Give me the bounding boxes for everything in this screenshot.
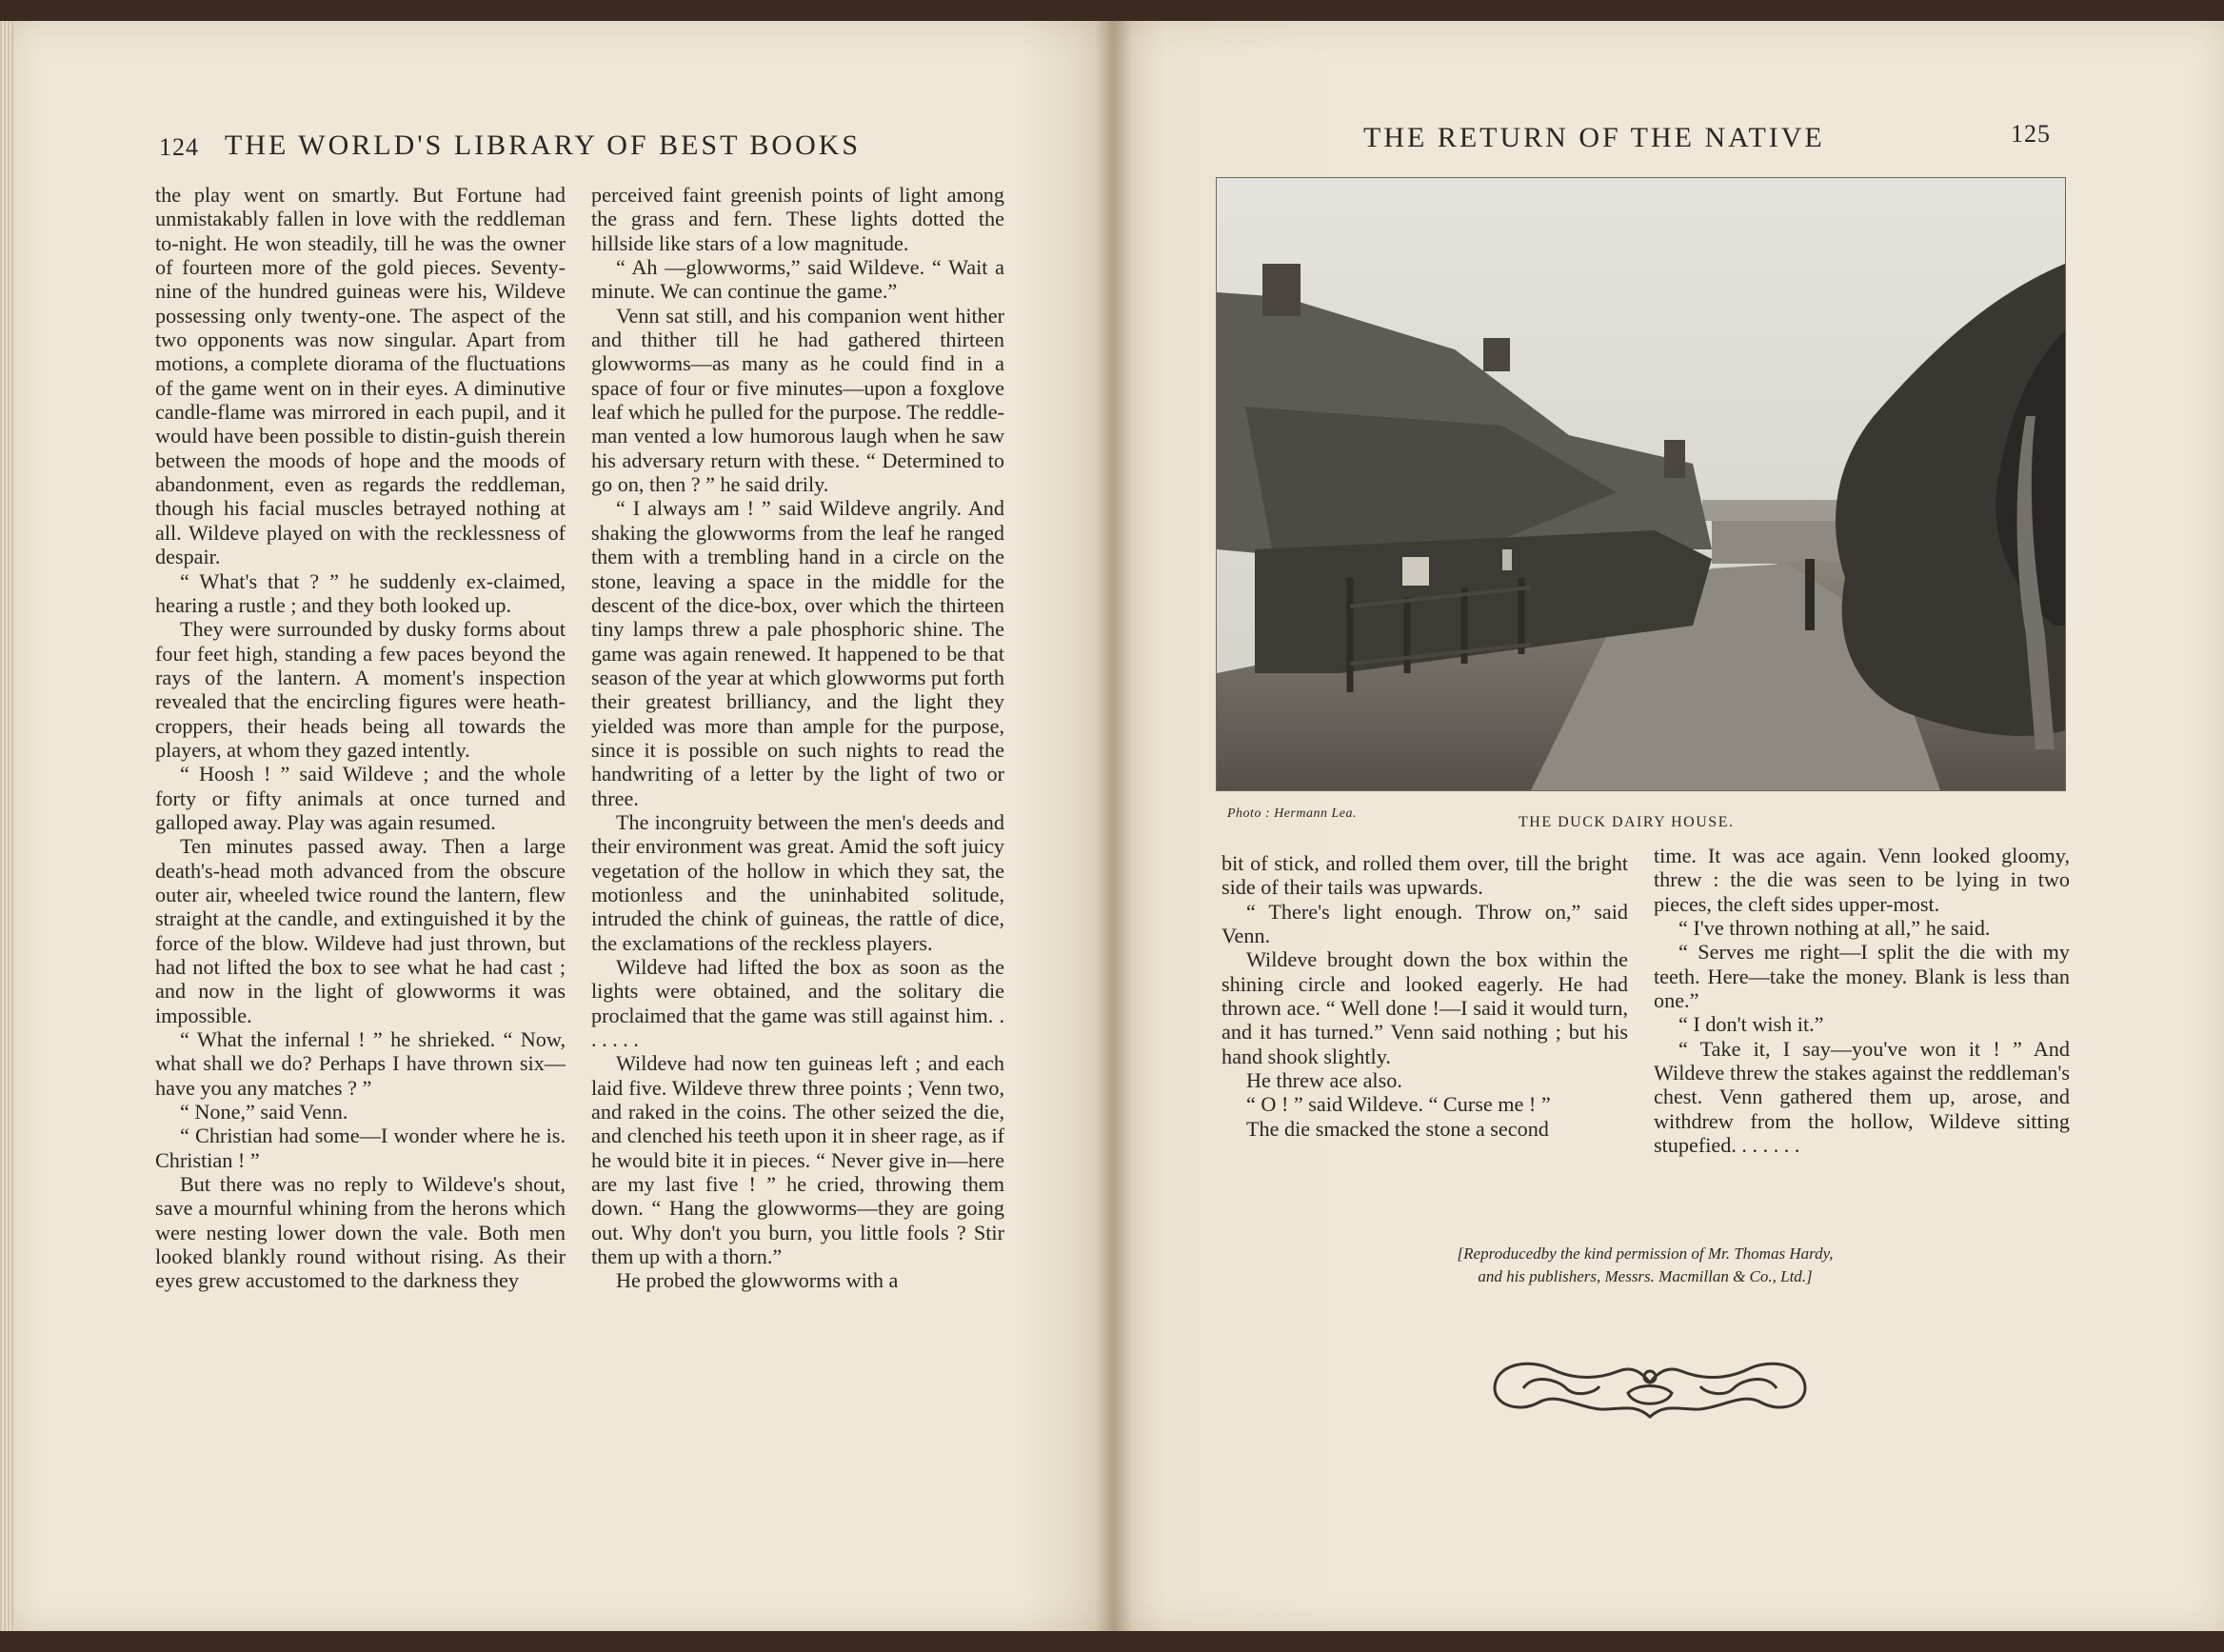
paragraph: Ten minutes passed away. Then a large death's-head moth advanced from the obscure outer air, wheeled twice round the lantern, flew straight at the candle, and extinguished it by the force of the blow. Wildeve had just thrown, but had not lifted the box to see what he had cast ; and now in the light of glowworms it was impossible. (155, 834, 566, 1027)
paragraph: The incongruity between the men's deeds and their environment was great. Amid the soft juicy vegetation of the hollow in which they sat, the motionless and the uninhabited solitude, intruded the chink of guineas, the rattle of dice, the exclamations of the reckless players. (591, 809, 1004, 955)
paragraph: “ I always am ! ” said Wildeve angrily. And shaking the glowworms from the leaf he ranged them with a trembling hand in a circle on the stone, leaving a space in the middle for the descent of the dice-box, over which the thirteen tiny lamps threw a pale phosphoric shine. The game was again renewed. It happened to be that season of the year at which glowworms put forth their greatest brilliancy, and the light they yielded was more than ample for the purpose, since it is possible on such nights to read the handwriting of a letter by the light of two or three. (591, 496, 1004, 810)
paragraph: “ I've thrown nothing at all,” he said. (1678, 916, 1991, 941)
paragraph: bit of stick, and rolled them over, till the bright side of their tails was upwards. (1221, 851, 1628, 900)
page-edges (0, 21, 13, 1631)
book-gutter (1095, 21, 1133, 1631)
paragraph: “ Christian had some—I wonder where he is. Christian ! ” (155, 1124, 566, 1172)
paragraph: perceived faint greenish points of light among the grass and fern. These lights dotted the hillside like stars of a low magnitude. (591, 183, 1004, 255)
paragraph: “ O ! ” said Wildeve. “ Curse me ! ” (1246, 1092, 1551, 1117)
paragraph: the play went on smartly. But Fortune had unmistakably fallen in love with the reddleman to-night. He won steadily, till he was the owner of fourteen more of the gold pieces. Seventy-nine of the hundred guineas were his, Wildeve possessing only twenty-one. The aspect of the two opponents was now singular. Apart from motions, a complete diorama of the fluctuations of the game went on in their eyes. A diminutive candle-flame was mirrored in each pupil, and it would have been possible to distin-guish therein between the moods of hope and the moods of abandonment, even as regards the reddleman, though his facial muscles betrayed nothing at all. Wildeve played on with the recklessness of despair. (155, 183, 566, 569)
photo-credit: Photo : Hermann Lea. (1227, 806, 1357, 821)
right-page-number: 125 (2011, 120, 2051, 148)
paragraph: “ What the infernal ! ” he shrieked. “ Now, what shall we do? Perhaps I have thrown six—have you any matches ? ” (155, 1027, 566, 1100)
paragraph: “ None,” said Venn. (180, 1100, 348, 1125)
left-page-number: 124 (159, 133, 199, 161)
reproduction-note (1360, 1243, 1931, 1288)
right-running-head: THE RETURN OF THE NATIVE (1363, 122, 1825, 153)
paragraph: “ Hoosh ! ” said Wildeve ; and the whole forty or fifty animals at once turned and galloped away. Play was again resumed. (155, 762, 566, 834)
paragraph: But there was no reply to Wildeve's shout, save a mournful whining from the herons which were nesting lower down the vale. Both men looked blankly round without rising. As their eyes grew accustomed to the darkness they (155, 1172, 566, 1293)
paragraph: “ Ah —glowworms,” said Wildeve. “ Wait a minute. We can continue the game.” (591, 255, 1004, 304)
paragraph: Wildeve had now ten guineas left ; and each laid five. Wildeve threw three points ; Venn two, and raked in the coins. The other seized the die, and clenched his teeth upon it in sheer rage, as if he would bite it in pieces. “ Never give in—here are my last five ! ” he cried, throwing them down. “ Hang the glowworms—they are going out. Why don't you burn, you little fools ? Stir them up with a thorn.” (591, 1051, 1004, 1269)
paragraph: “ There's light enough. Throw on,” said Venn. (1221, 899, 1628, 948)
duck-dairy-house-photo (1216, 177, 2066, 791)
paragraph: The die smacked the stone a second (1246, 1116, 1549, 1141)
paragraph: “ Take it, I say—you've won it ! ” And Wildeve threw the stakes against the reddleman's chest. Venn gathered them up, arose, and withdrew from the hollow, Wildeve sitting stupefied. . . . . . . (1654, 1036, 2070, 1158)
paragraph: Venn sat still, and his companion went hither and thither till he had gathered thirteen glowworms—as many as he could find in a space of four or five minutes—upon a foxglove leaf which he pulled for the purpose. The reddle-man vented a low humorous laugh when he saw his adversary return with these. “ Determined to go on, then ? ” he said drily. (591, 303, 1004, 497)
right-page-column-1 (1221, 851, 1628, 1141)
paragraph: He threw ace also. (1246, 1068, 1402, 1093)
left-page-column-1 (155, 183, 566, 1293)
left-page-column-2 (591, 183, 1004, 1293)
paragraph: Wildeve brought down the box within the shining circle and looked eagerly. He had thrown ace. “ Well done !—I said it would turn, and it has turned.” Venn said nothing ; but his hand shook slightly. (1221, 947, 1628, 1068)
paragraph: “ I don't wish it.” (1678, 1012, 1824, 1037)
paragraph: “ What's that ? ” he suddenly ex-claimed, hearing a rustle ; and they both looked up. (155, 568, 566, 617)
left-running-head: THE WORLD'S LIBRARY OF BEST BOOKS (225, 129, 862, 161)
photo-caption: THE DUCK DAIRY HOUSE. (1519, 814, 1735, 830)
right-page-column-2 (1654, 844, 2070, 1157)
paragraph: Wildeve had lifted the box as soon as the lights were obtained, and the solitary die proclaimed that the game was still against him. . . . . . . (591, 955, 1004, 1052)
reproduction-note-line-2: and his publishers, Messrs. Macmillan & Co., Ltd.] (1478, 1267, 1813, 1285)
paragraph: They were surrounded by dusky forms about four feet high, standing a few paces beyond the rays of the lantern. A moment's inspection revealed that the encircling figures were heath-croppers, their heads being all towards the players, at whom they gazed intently. (155, 617, 566, 762)
decorative-ornament-icon (1485, 1350, 1815, 1426)
paragraph: time. It was ace again. Venn looked gloomy, threw : the die was seen to be lying in two pieces, the cleft sides upper-most. (1654, 844, 2070, 916)
paragraph: He probed the glowworms with a (616, 1268, 899, 1293)
paragraph: “ Serves me right—I split the die with my teeth. Here—take the money. Blank is less than one.” (1654, 940, 2070, 1013)
reproduction-note-line-1: [Reproducedby the kind permission of Mr. Thomas Hardy, (1457, 1244, 1834, 1263)
